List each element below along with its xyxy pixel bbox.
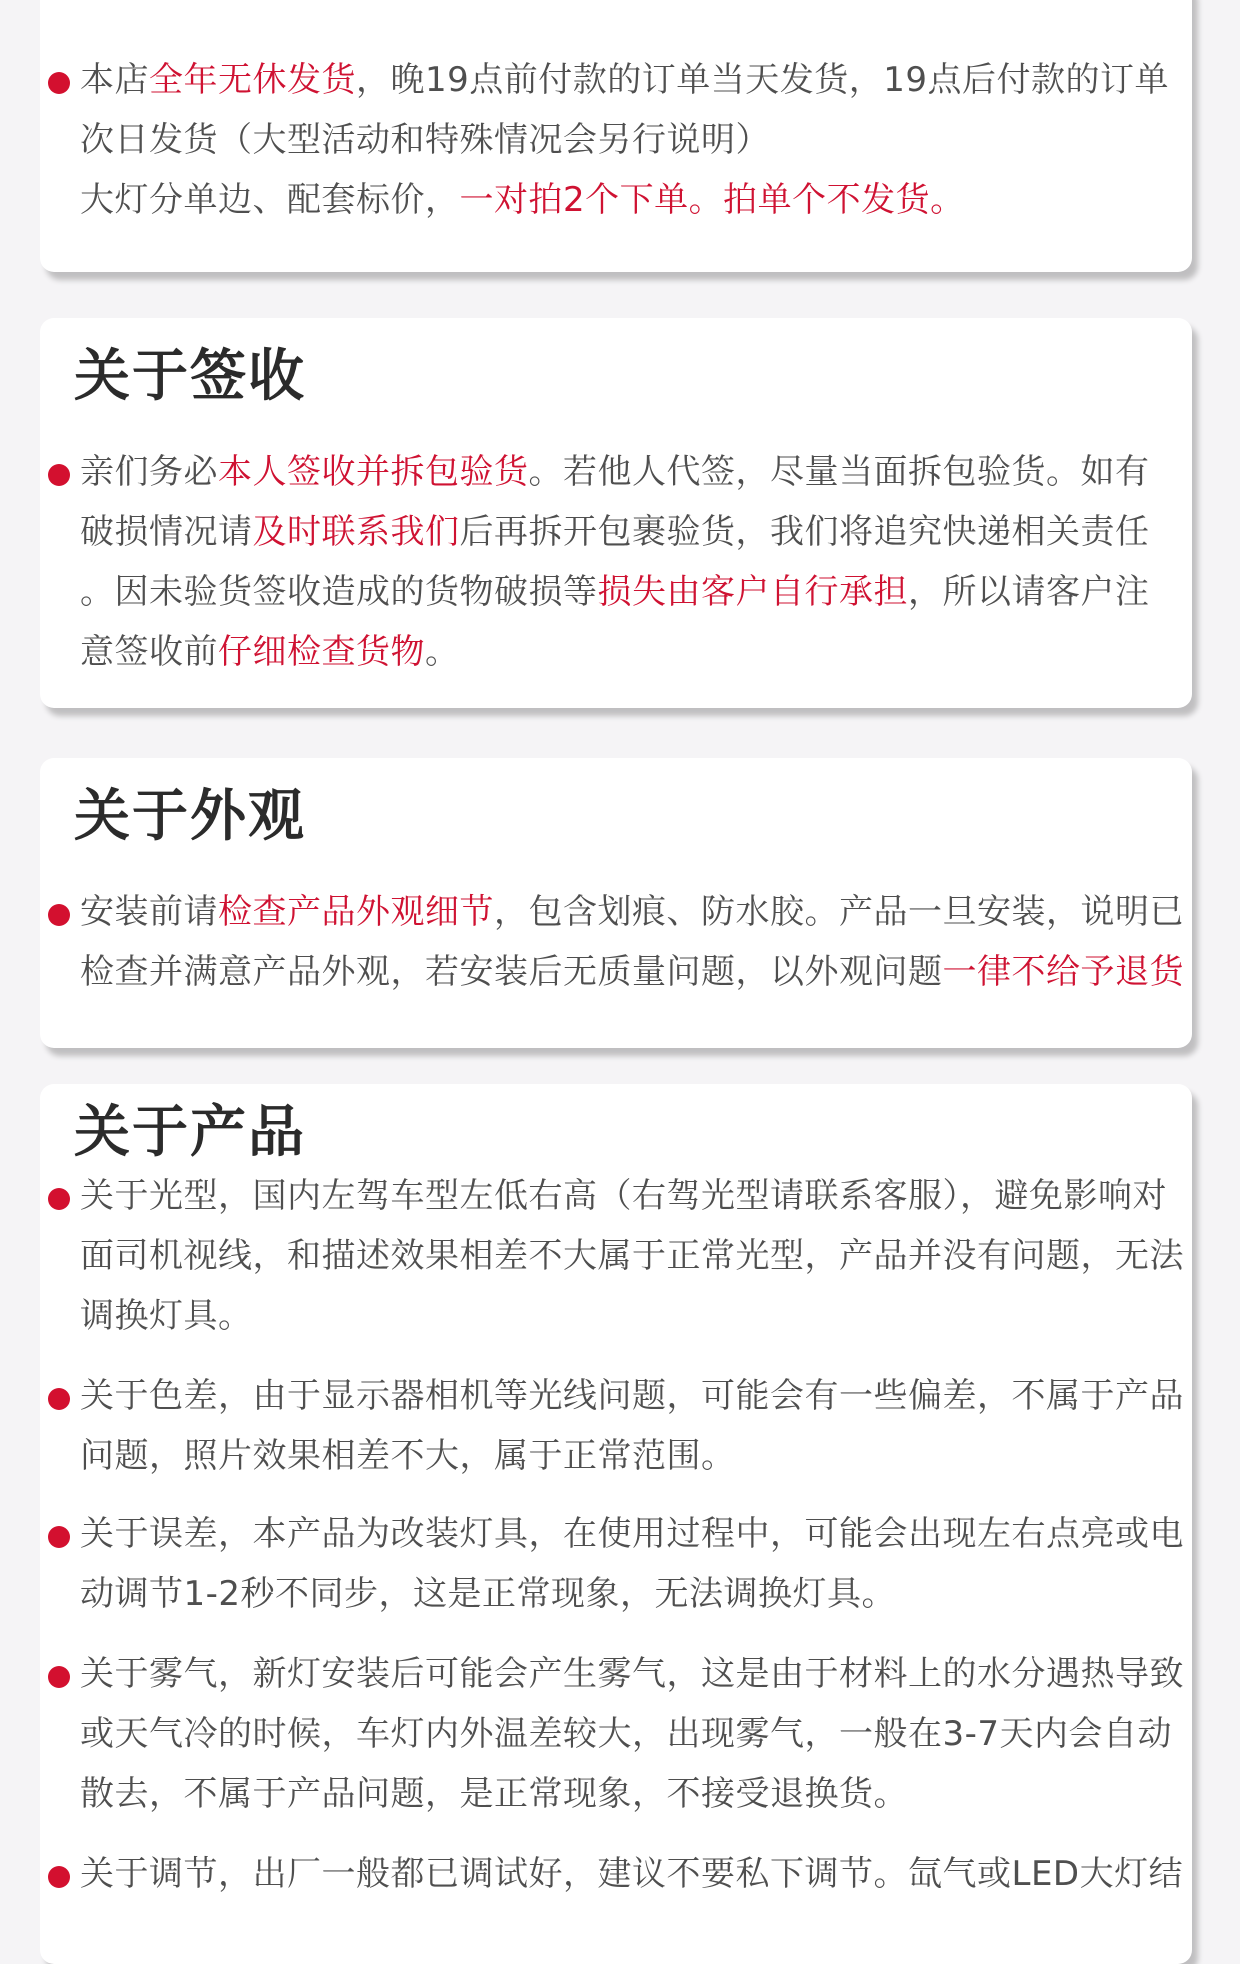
highlight-text: 全年无休发货 xyxy=(149,60,356,100)
highlight-text: 本人签收并拆包验货 xyxy=(218,452,529,492)
highlight-text: 损失由客户自行承担 xyxy=(597,572,908,612)
bullet-dot-icon xyxy=(48,1666,70,1688)
bullet-dot-icon xyxy=(48,1388,70,1410)
list-item xyxy=(40,882,1192,1002)
shipping-text: 本店全年无休发货，晚19点前付款的订单当天发货，19点后付款的订单 次日发货（大型活动和特殊情况会另行说明） 大灯分单边、配套标价，一对拍2个下单。拍单个不发货。 xyxy=(80,60,1170,220)
highlight-text: 仔细检查货物 xyxy=(218,632,425,672)
bullet-dot-icon xyxy=(48,1866,70,1888)
list-item xyxy=(40,1504,1192,1624)
product-text: 关于调节，出厂一般都已调试好，建议不要私下调节。氙气或LED大灯结 xyxy=(80,1854,1184,1894)
list-item xyxy=(40,1844,1192,1904)
product-text: 关于雾气，新灯安装后可能会产生雾气，这是由于材料上的水分遇热导致 或天气冷的时候，车灯内外温差较大，出现雾气，一般在3-7天内会自动 散去，不属于产品问题，是正常现象，不接受退换货。 xyxy=(80,1654,1184,1814)
bullet-dot-icon xyxy=(48,1188,70,1210)
appearance-card xyxy=(40,758,1192,1048)
signing-text: 亲们务必本人签收并拆包验货。若他人代签，尽量当面拆包验货。如有 破损情况请及时联系我们后再拆开包裹验货，我们将追究快递相关责任 。因未验货签收造成的货物破损等损失由客户自行承担，所以请客户注 意签收前仔细检查货物。 xyxy=(80,452,1150,672)
product-text: 关于色差，由于显示器相机等光线问题，可能会有一些偏差，不属于产品 问题，照片效果相差不大，属于正常范围。 xyxy=(80,1376,1184,1476)
bullet-dot-icon xyxy=(48,904,70,926)
product-text: 关于误差，本产品为改装灯具，在使用过程中，可能会出现左右点亮或电 动调节1-2秒不同步，这是正常现象，无法调换灯具。 xyxy=(80,1514,1184,1614)
highlight-text: 检查产品外观细节 xyxy=(218,892,494,932)
bullet-dot-icon xyxy=(48,72,70,94)
highlight-text: 一对拍2个下单。拍单个不发货。 xyxy=(459,180,965,220)
section-title: 关于签收 xyxy=(74,344,306,409)
bullet-dot-icon xyxy=(48,464,70,486)
product-text: 关于光型，国内左驾车型左低右高（右驾光型请联系客服），避免影响对 面司机视线，和描述效果相差不大属于正常光型，产品并没有问题，无法 调换灯具。 xyxy=(80,1176,1184,1336)
appearance-text: 安装前请检查产品外观细节，包含划痕、防水胶。产品一旦安装，说明已 检查并满意产品外观，若安装后无质量问题，以外观问题一律不给予退货 xyxy=(80,892,1184,992)
list-item xyxy=(40,1644,1192,1824)
highlight-text: 一律不给予退货 xyxy=(942,952,1184,992)
highlight-text: 及时联系我们 xyxy=(252,512,460,552)
signing-card xyxy=(40,318,1192,708)
bullet-dot-icon xyxy=(48,1526,70,1548)
list-item xyxy=(40,442,1192,682)
list-item xyxy=(40,50,1192,230)
list-item xyxy=(40,1366,1192,1486)
shipping-card xyxy=(40,0,1192,272)
list-item xyxy=(40,1166,1192,1346)
section-title: 关于产品 xyxy=(74,1100,306,1165)
section-title: 关于外观 xyxy=(74,784,306,849)
product-card xyxy=(40,1084,1192,1964)
